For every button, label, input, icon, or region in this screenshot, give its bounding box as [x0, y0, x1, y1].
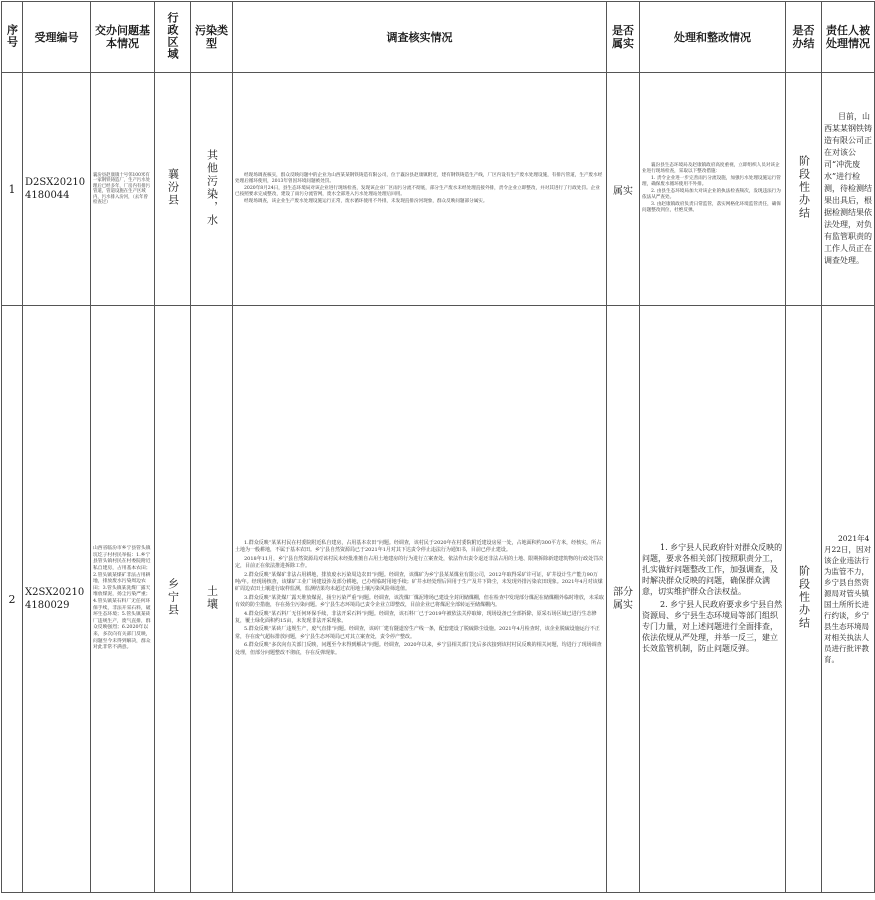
row-seq: 1: [2, 73, 23, 306]
table-row: [2, 306, 875, 893]
header-seq: 序号: [2, 2, 23, 73]
header-is-done: 是否办结: [786, 2, 822, 73]
header-responsible: 责任人被处理情况: [822, 2, 875, 73]
header-row: [2, 2, 875, 73]
row-code: X2SX202104180029: [23, 306, 91, 893]
table-row: [2, 73, 875, 306]
row-is-done: 阶段性办结: [786, 306, 822, 893]
header-is-true: 是否属实: [607, 2, 640, 73]
header-issue: 交办问题基本情况: [91, 2, 155, 73]
row-region: 襄汾县: [155, 73, 191, 306]
row-code: D2SX202104180044: [23, 73, 91, 306]
row-investigation: 1.群众反映“某某村民在村委院附近私自建房，占用基本农田”问题。经调查，该村民于2020年在村委院附近建设房屋一处，占地面积约300平方米，经核实，所占土地为一般耕地，不属于基本农田。乡宁县自然资源局已于2021年1月对其下达责令停止违法行为通知书，目前已停止建设。 2018年11月，乡宁县自然资源局对该村民未经批准擅自占用土地建房的行为进行立案查处，依法作出责令退还非法占用的土地、限期拆除新建建筑物的行政处罚决定，目前正在依法推进拆除工作。 2.群众反映“某煤矿非法占用耕地，排放废水污染周边农田”问题。经调查，该煤矿为乡宁县某某煤业有限公司，2012年取得采矿许可证，矿井设计生产能力90万吨/年。经现场核查，该煤矿工业广场建设涉及部分耕地，已办理临时用地手续；矿井水经处理后回用于生产及井下降尘，未发现外排污染农田现象。2021年4月对该煤矿周边农田土壤进行取样监测，监测结果均未超过农用地土壤污染风险筛选值。 3.群众反映“某洗煤厂露天堆放煤泥，扬尘污染严重”问题。经调查，该洗煤厂煤泥堆场已建设全封闭储煤棚，但在检查中发现部分煤泥在储煤棚外临时堆放，未采取有效的防尘措施，存在扬尘污染问题。乡宁县生态环境局已责令企业立即整改，目前企业已将煤泥全部转运至储煤棚内。 4.群众反映“某石料厂无任何环保手续，非法开采石料”问题。经调查，该石料厂已于2019年被依法关停取缔，现场设备已全部拆除，原采石场区域已进行生态修复，覆土绿化面积约15亩，未发现非法开采现象。 5.群众反映“某砖厂违规生产，废气直排”问题。经调查，该砖厂建有隧道窑生产线一条，配套建设了脱硫除尘设施。2021年4月检查时，该企业脱硫设施运行不正常，存在废气超标排放问题，乡宁县生态环境局已对其立案查处，责令停产整改。 6.群众反映“多次向有关部门反映，问题至今未得到解决”问题。经调查，2020年以来，乡宁县相关部门先后多次接到该村村民反映的相关问题，均进行了现场调查处理，但部分问题整改不彻底，存在反弹现象。: [233, 306, 607, 893]
row-handling: 1. 乡宁县人民政府针对群众反映的问题，要求各相关部门按照职责分工，扎实做好问题整改工作，加强调查，及时解决群众反映的问题，确保群众满意，切实维护群众合法权益。 2. 乡宁县人民政府要求乡宁县自然资源局、乡宁县生态环境局等部门组织专门力量，对上述问题进行全面排查，依法依规从严处理，并举一反三，建立长效监管机制，防止问题反弹。: [640, 306, 786, 893]
row-is-done: 阶段性办结: [786, 73, 822, 306]
header-region: 行政区域: [155, 2, 191, 73]
header-pollution: 污染类型: [191, 2, 233, 73]
row-region: 乡宁县: [155, 306, 191, 893]
row-responsible: 目前，山西某某钢铁铸造有限公司正在对该公司“冲洗废水”进行检测，待检测结果出具后，根据检测结果依法处理，对负有监管职责的工作人员正在调查处理。: [822, 73, 875, 306]
row-handling: 襄汾县生态环境局及赵康镇政府高度重视，立即组织人员对该企业进行现场检查，采取以下整改措施： 1. 责令企业进一步完善雨污分流设施，加强污水处理设施运行管理，确保废水循环使用不外排。 2. 由县生态环境局加大对该企业的执法检查频次，发现违法行为依法从严查处。 3. 由赵康镇政府负责日常监管，落实网格化环境监管责任，确保问题整改到位，杜绝反弹。: [640, 73, 786, 306]
row-investigation: 经现场调查核实，群众反映问题中的企业为山西某某钢铁铸造有限公司，位于襄汾县赵康镇附近，建有钢铁铸造生产线，厂区内设有生产废水处理设施，有排污管道，生产废水经处理后循环使用，2013年曾因环境问题被处罚。 2020年8月24日，县生态环境局对该企业进行现场检查，发现该企业厂区雨污分流不彻底，部分生产废水未经处理直接外排，责令企业立即整改，并对其进行了行政处罚。企业已按照要求完成整改，建设了雨污分流管网，废水全部进入污水处理站处理后回用。 经现场调查，该企业生产废水处理设施运行正常，废水循环使用不外排，未发现直排汾河现象，群众反映问题部分属实。: [233, 73, 607, 306]
row-issue: 襄汾县赵康镇十号邻100米有一家钢铁铸造厂，生产污水处理后已经多年，厂房内有排污管道，管道设施在生产区域内，污水排入汾河，（去年曾检查过）: [91, 73, 155, 306]
row-seq: 2: [2, 306, 23, 893]
row-is-true: 属实: [607, 73, 640, 306]
header-code: 受理编号: [23, 2, 91, 73]
row-is-true: 部分属实: [607, 306, 640, 893]
row-issue: 山西省临汾市乡宁县管头镇坑圪子村村民举报：1.乡宁县管头镇村民在村委院附近私自建房，占用基本农田；2.管头镇某煤矿非法占用耕地，排放废水污染周边农田；3.管头镇某洗煤厂露天堆放煤泥，扬尘污染严重；4.管头镇某石料厂无任何环保手续，非法开采石料，破坏生态环境；5.管头镇某砖厂违规生产，废气直排，群众反映强烈；6.2020年以来，多次向有关部门反映，问题至今未得到解决，群众对此非常不满意。: [91, 306, 155, 893]
row-pollution: 其他污染，水: [191, 73, 233, 306]
case-table: [1, 1, 875, 893]
row-pollution: 土壤: [191, 306, 233, 893]
row-responsible: 2021年4月22日，因对该企业违法行为监管不力，乡宁县自然资源局对管头镇国土所所长进行约谈，乡宁县生态环境局对相关执法人员进行批评教育。: [822, 306, 875, 893]
header-investigation: 调查核实情况: [233, 2, 607, 73]
header-handling: 处理和整改情况: [640, 2, 786, 73]
